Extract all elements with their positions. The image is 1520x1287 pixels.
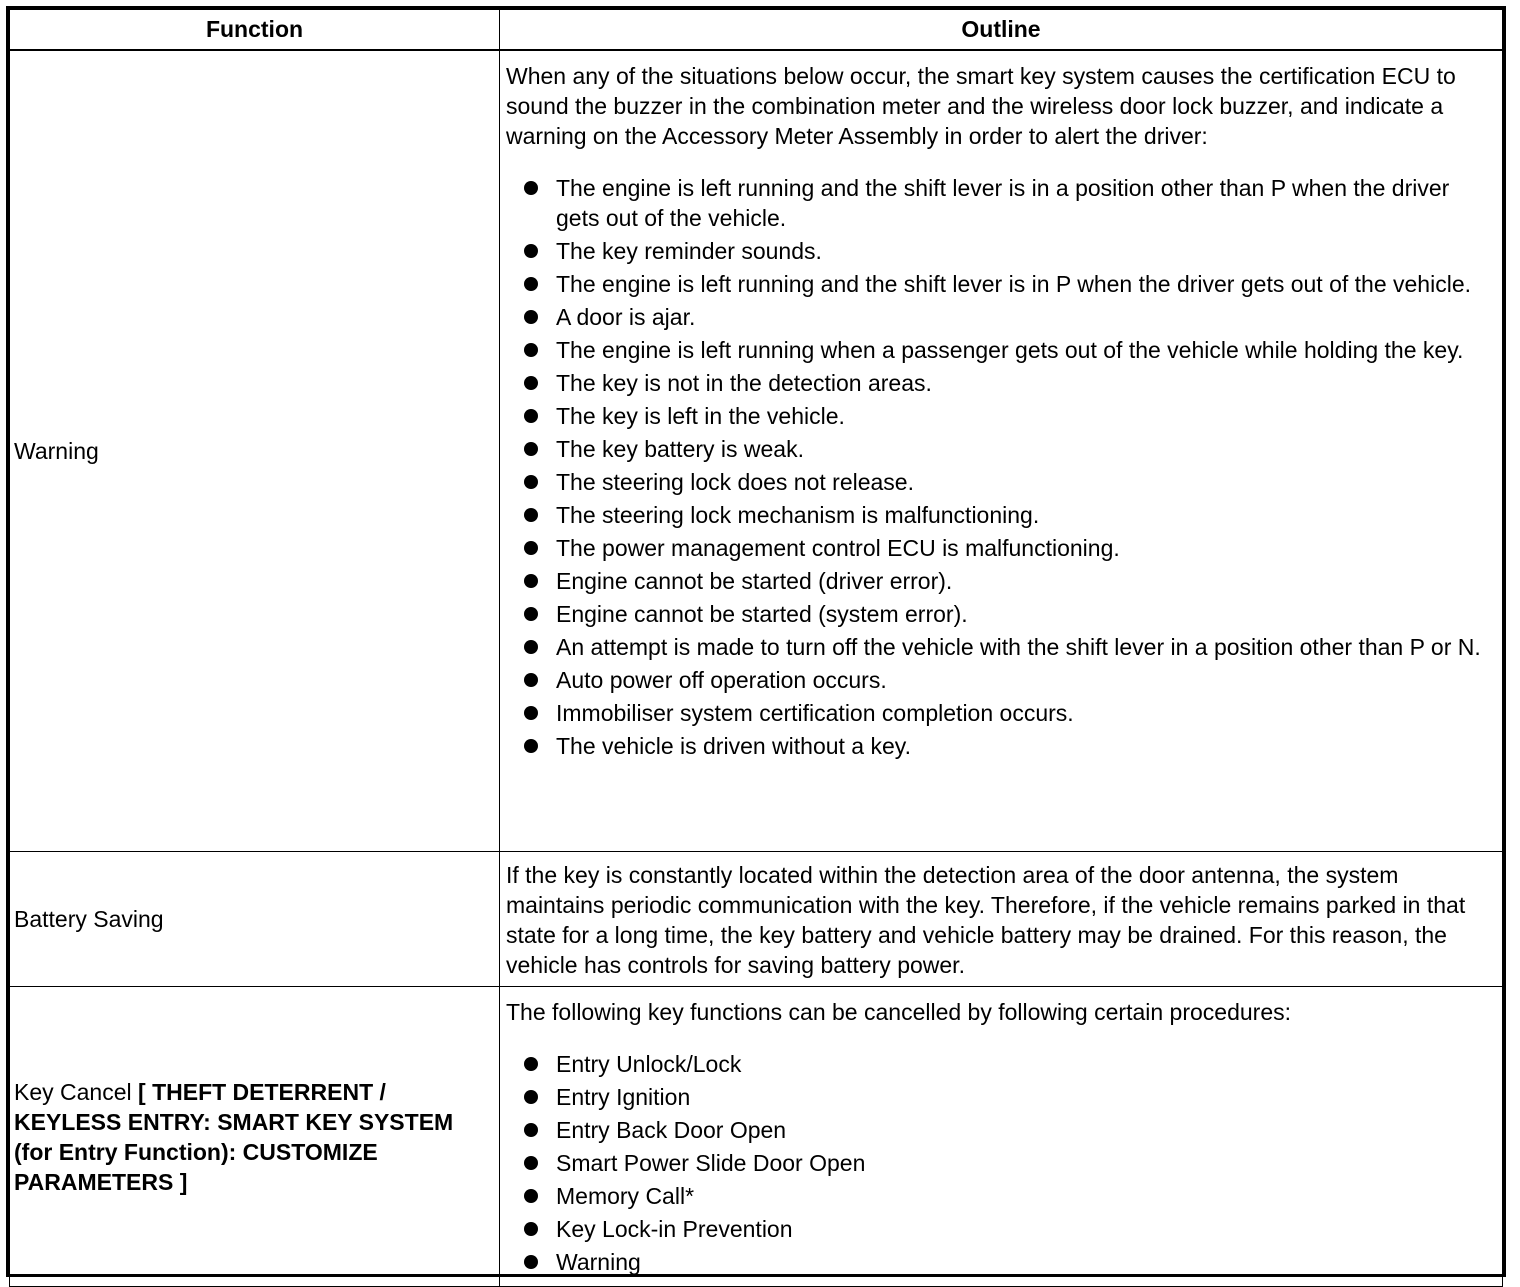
bullet-icon xyxy=(524,640,538,654)
list-item: The engine is left running and the shift lever is in a position other than P when the driver gets out of the vehicle. xyxy=(506,173,1498,233)
header-outline: Outline xyxy=(500,10,1503,50)
bullet-icon xyxy=(524,1123,538,1137)
bullet-icon xyxy=(524,1057,538,1071)
function-label: Key Cancel xyxy=(14,1078,132,1105)
list-item: An attempt is made to turn off the vehicle with the shift lever in a position other than P or N. xyxy=(506,632,1498,662)
bullet-icon xyxy=(524,310,538,324)
function-label: Warning xyxy=(14,437,99,464)
list-item: The key reminder sounds. xyxy=(506,236,1498,266)
bullet-icon xyxy=(524,1222,538,1236)
function-outline-table-frame xyxy=(6,6,1506,1277)
bullet-icon xyxy=(524,1156,538,1170)
bullet-icon xyxy=(524,739,538,753)
list-item: The key is not in the detection areas. xyxy=(506,368,1498,398)
list-item: Immobiliser system certification completion occurs. xyxy=(506,698,1498,728)
list-item: The engine is left running and the shift lever is in P when the driver gets out of the vehicle. xyxy=(506,269,1498,299)
bullet-icon xyxy=(524,409,538,423)
list-item: Warning xyxy=(506,1247,1498,1277)
list-item: Engine cannot be started (system error). xyxy=(506,599,1498,629)
list-item: Entry Back Door Open xyxy=(506,1115,1498,1145)
list-item: Entry Ignition xyxy=(506,1082,1498,1112)
outline-intro: The following key functions can be cancelled by following certain procedures: xyxy=(506,999,1291,1025)
function-outline-table xyxy=(9,9,1503,1287)
list-item: The power management control ECU is malfunctioning. xyxy=(506,533,1498,563)
function-cell-warning xyxy=(10,50,500,852)
bullet-icon xyxy=(524,673,538,687)
bullet-icon xyxy=(524,574,538,588)
warning-conditions-list xyxy=(506,173,1498,761)
bullet-icon xyxy=(524,1189,538,1203)
outline-cell-battery-saving xyxy=(500,852,1503,987)
bullet-icon xyxy=(524,508,538,522)
list-item: The key battery is weak. xyxy=(506,434,1498,464)
list-item: The steering lock mechanism is malfunctioning. xyxy=(506,500,1498,530)
table-header-row xyxy=(10,10,1503,50)
bullet-icon xyxy=(524,376,538,390)
header-function: Function xyxy=(10,10,500,50)
cancellable-functions-list xyxy=(506,1049,1498,1277)
bullet-icon xyxy=(524,181,538,195)
list-item: Auto power off operation occurs. xyxy=(506,665,1498,695)
bullet-icon xyxy=(524,244,538,258)
list-item: The key is left in the vehicle. xyxy=(506,401,1498,431)
bullet-icon xyxy=(524,277,538,291)
function-cell-battery-saving xyxy=(10,852,500,987)
function-cell-key-cancel xyxy=(10,987,500,1287)
outline-intro: If the key is constantly located within the detection area of the door antenna, the system maintains periodic communication with the key. Therefore, if the vehicle remains parked in that state for a long time, the key battery and vehicle battery may be drained. For this reason, the vehicle has controls for saving battery power. xyxy=(506,862,1466,978)
table-row xyxy=(10,852,1503,987)
list-item: The vehicle is driven without a key. xyxy=(506,731,1498,761)
outline-cell-warning xyxy=(500,50,1503,852)
list-item: Memory Call* xyxy=(506,1181,1498,1211)
bullet-icon xyxy=(524,475,538,489)
list-item: A door is ajar. xyxy=(506,302,1498,332)
bullet-icon xyxy=(524,442,538,456)
function-label: Battery Saving xyxy=(14,906,164,932)
outline-intro: When any of the situations below occur, the smart key system causes the certification ECU to sound the buzzer in the combination meter and the wireless door lock buzzer, and indicate a warning on the Accessory Meter Assembly in order to alert the driver: xyxy=(506,62,1456,149)
list-item: The engine is left running when a passenger gets out of the vehicle while holding the key. xyxy=(506,335,1498,365)
list-item: Key Lock-in Prevention xyxy=(506,1214,1498,1244)
bullet-icon xyxy=(524,343,538,357)
outline-cell-key-cancel xyxy=(500,987,1503,1287)
bullet-icon xyxy=(524,607,538,621)
list-item: The steering lock does not release. xyxy=(506,467,1498,497)
bullet-icon xyxy=(524,1090,538,1104)
list-item: Engine cannot be started (driver error). xyxy=(506,566,1498,596)
bullet-icon xyxy=(524,706,538,720)
customize-parameters-link[interactable]: [ THEFT DETERRENT / KEYLESS ENTRY: SMART KEY SYSTEM (for Entry Function): CUSTOMIZE PARAMETERS ] xyxy=(14,1078,454,1195)
table-row xyxy=(10,50,1503,852)
table-row xyxy=(10,987,1503,1287)
bullet-icon xyxy=(524,1255,538,1269)
list-item: Entry Unlock/Lock xyxy=(506,1049,1498,1079)
list-item: Smart Power Slide Door Open xyxy=(506,1148,1498,1178)
bullet-icon xyxy=(524,541,538,555)
